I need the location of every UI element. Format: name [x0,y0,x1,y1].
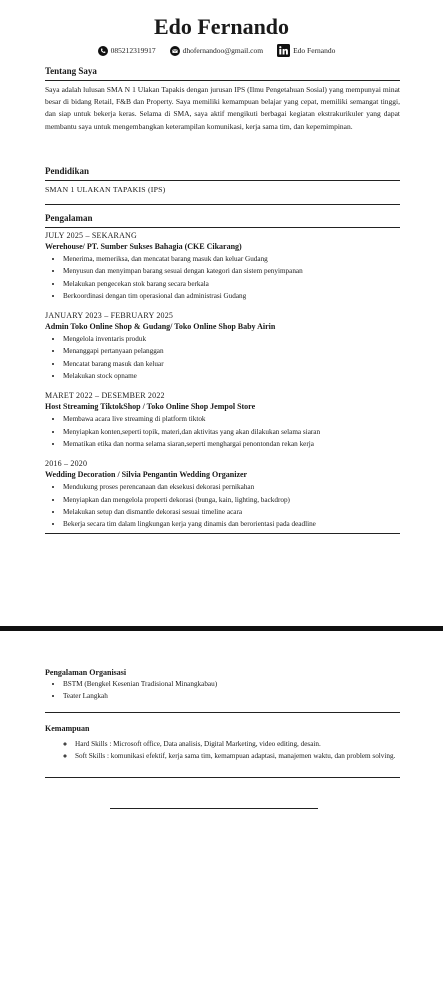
job-role: Host Streaming TiktokShop / Toko Online Shop Jempol Store [45,402,256,412]
organization-section [45,668,400,713]
list-item: • Menanggapi pertanyaan pelanggan [63,345,400,357]
phone-text: 085212319917 [110,46,156,55]
list-item: • BSTM (Bengkel Kesenian Tradisional Minangkabau) [63,678,400,690]
job-entry [45,231,400,302]
job-date: JULY 2025 – SEKARANG [45,231,138,240]
education-section [45,166,400,205]
skills-section [45,724,400,778]
experience-title: Pengalaman [45,213,93,223]
job-entry [45,311,400,382]
list-item: • Mematikan etika dan norma selama siaran,seperti menghargai penontondan rekan kerja [63,438,400,450]
list-item: • Bekerja secara tim dalam lingkungan kerja yang dinamis dan berorientasi pada deadline [63,518,400,530]
organization-title: Pengalaman Organisasi [45,668,127,677]
divider [45,533,400,534]
job-duties [45,481,400,530]
education-title: Pendidikan [45,166,90,176]
linkedin-icon [277,44,290,57]
list-item: • Menyusun dan menyimpan barang sesuai dengan kategori dan sistem penyimpanan [63,265,400,277]
job-role: Admin Toko Online Shop & Gudang/ Toko Online Shop Baby Airin [45,322,276,332]
about-text: Saya adalah lulusan SMA N 1 Ulakan Tapakis dengan jurusan IPS (Ilmu Pengetahuan Sosial) yang mempunyai minat besar di bidang Retail, F&B dan Property. Saya memiliki kemampuan belajar yang cepat, memiliki semangat tinggi, dan siap untuk bekerja keras. Selama di SMA, saya aktif mengikuti berbagai kegiatan ekstrakurikuler yang dapat membantu saya untuk mengembangkan keterampilan komunikasi, kerja sama tim, dan kepemimpinan. [45,85,400,131]
skills-title: Kemampuan [45,724,90,733]
experience-section [45,213,400,534]
page-break-bar [0,626,443,631]
job-date: 2016 – 2020 [45,459,88,469]
job-duties [45,413,400,450]
contact-email [170,46,263,56]
list-item: • Membawa acara live streaming di platform tiktok [63,413,400,425]
contact-bar [0,44,443,57]
divider [45,712,400,713]
job-duties [45,253,400,302]
job-date: JANUARY 2023 – FEBRUARY 2025 [45,311,174,321]
list-item: • Melakukan setup dan dismantle dekorasi sesuai timeline acara [63,506,400,518]
resume-name: Edo Fernando [153,14,290,39]
list-item: • Melakukan stock opname [63,370,400,382]
list-item: • Menerima, memeriksa, dan mencatat barang masuk dan keluar Gudang [63,253,400,265]
divider [45,180,400,181]
job-entry [45,459,400,530]
job-role: Werehouse/ PT. Sumber Sukses Bahagia (CKE Cikarang) [45,242,242,251]
email-icon [170,46,180,56]
job-date: MARET 2022 – DESEMBER 2022 [45,391,165,401]
list-item: • Mengelola inventaris produk [63,333,400,345]
job-entry [45,391,400,450]
bottom-divider [110,808,318,809]
organization-list [45,678,400,703]
divider [45,204,400,205]
skills-list [45,738,400,763]
about-section [45,66,400,133]
list-item: • Mendukung proses perencanaan dan eksekusi dekorasi pernikahan [63,481,400,493]
education-school: SMAN 1 ULAKAN TAPAKIS (IPS) [45,185,166,194]
list-item: • Menyiapkan dan mengelola properti dekorasi (bunga, kain, lighting, backdrop) [63,494,400,506]
list-item: • Teater Langkah [63,690,400,702]
divider [45,227,400,228]
contact-phone [98,46,156,56]
job-role: Wedding Decoration / Silvia Pengantin Wedding Organizer [45,470,248,480]
list-item: ◦ Hard Skills : Microsoft office, Data analisis, Digital Marketing, video editing, desain. [75,738,400,750]
about-title: Tentang Saya [45,66,97,76]
list-item: • Melakukan pengecekan stok barang secara berkala [63,278,400,290]
list-item: ◦ Soft Skills : komunikasi efektif, kerja sama tim, kemampuan adaptasi, manajemen waktu, dan problem solving. [75,750,400,762]
linkedin-text: Edo Fernando [293,46,336,55]
contact-linkedin [277,44,335,57]
list-item: • Mencatat barang masuk dan keluar [63,358,400,370]
phone-icon [98,46,108,56]
list-item: • Berkoordinasi dengan tim operasional dan administrasi Gudang [63,290,400,302]
email-text: dhofernandoo@gmail.com [182,46,264,55]
divider [45,80,400,81]
job-duties [45,333,400,382]
divider [45,777,400,778]
list-item: • Menyiapkan konten,seperti topik, materi,dan aktivitas yang akan dilakukan selama siaran [63,426,400,438]
resume-page-2 [0,636,443,1000]
